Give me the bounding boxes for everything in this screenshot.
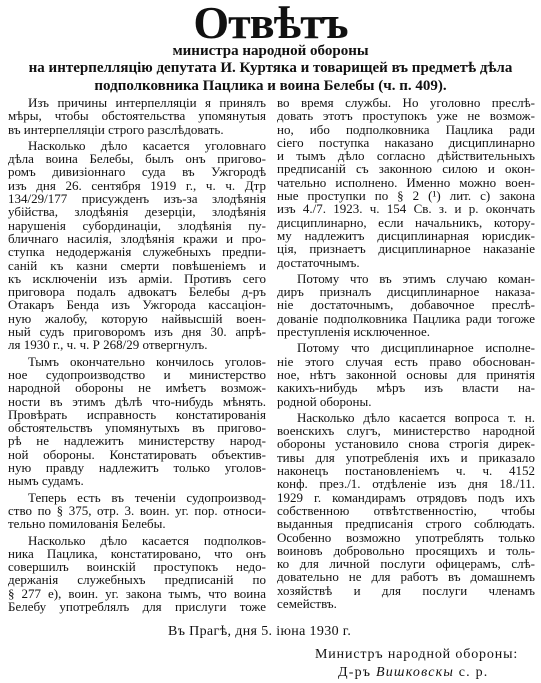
- text-line: довательно не для работъ въ домашнемъ: [277, 569, 535, 585]
- text-line: преступленія исключенное.: [277, 324, 430, 340]
- text-line: предписаній съ законною силою и окон-: [277, 161, 535, 177]
- signature-suffix: с. р.: [458, 665, 489, 680]
- signatory-title: Министръ народной обороны:: [315, 647, 519, 662]
- text-line: ные проступки по § 2 (¹) лит. с) закона: [277, 188, 535, 204]
- text-line: Насколько дѣло касается уголовнаго: [28, 137, 266, 153]
- text-line: Теперь есть въ теченіи судопроизвод-: [28, 489, 266, 505]
- paragraph: [8, 96, 266, 136]
- text-line: убійства, злодѣянія дезерціи, злодѣянія: [8, 204, 266, 220]
- paragraph: [8, 491, 266, 531]
- text-line: Потому что дисциплинарное исполне-: [297, 340, 535, 356]
- paragraph: [277, 272, 535, 338]
- text-line: изъ дня 26. сентября 1919 г., ч. ч. Дтр: [8, 177, 266, 193]
- text-line: дисциплинарно, если начальникъ, котору-: [277, 214, 535, 230]
- text-line: ція, признаетъ дисциплинарное наказаніе: [277, 241, 535, 257]
- signature-name: Вишковскы: [375, 665, 455, 680]
- text-line: Особенно возможно употреблять только: [277, 529, 535, 545]
- text-line: му надлежитъ дисциплинарная юрисдик-: [277, 227, 535, 243]
- text-line: ное судопроизводство и министерство: [8, 366, 266, 382]
- text-line: въ интерпелляціи строго разслѣдовать.: [8, 121, 224, 137]
- text-line: какихъ-нибудь мѣръ изъ власти на-: [277, 380, 535, 396]
- text-line: ную жалобу, которую найвысшій воен-: [8, 310, 266, 326]
- subtitle-line: министра народной обороны: [172, 43, 369, 59]
- text-line: достаточнымъ.: [277, 254, 360, 270]
- text-line: ное, нѣтъ законной основы для принятія: [277, 366, 535, 382]
- text-line: Тымъ окончательно кончилось уголов-: [28, 353, 266, 369]
- document-subtitle: [8, 43, 533, 95]
- left-column: [8, 96, 266, 613]
- text-line: держанія служебныхъ предписаній по: [8, 572, 266, 588]
- text-line: воиновъ добровольно просящихъ и толь-: [277, 542, 535, 558]
- text-line: ника Пацлика, констатировано, что онъ: [8, 545, 266, 561]
- right-column: [277, 96, 535, 610]
- text-line: ніе этого случая есть право обоснован-: [277, 353, 535, 369]
- paragraph: [8, 355, 266, 488]
- text-line: тивы для употребленія ихъ и приказало: [277, 449, 535, 465]
- text-line: хозяйствѣ и для послуги членамъ: [277, 582, 535, 598]
- document-title: Отвѣтъ: [193, 0, 348, 48]
- text-line: сіего поступка наказано дисциплинарно: [277, 134, 535, 150]
- text-line: приговора подалъ адвокатъ Белебы д-ръ: [8, 284, 266, 300]
- text-line: во время службы. Но уголовно преслѣ-: [277, 95, 535, 110]
- text-line: Белебу употреблялъ для прислуги тоже: [8, 598, 266, 614]
- paragraph: [8, 534, 266, 614]
- text-line: дѣла воина Белебы, былъ онъ пригово-: [8, 151, 266, 167]
- text-line: конф. през./1. отдѣленіе изъ дня 18./11.: [277, 476, 535, 492]
- signature: [338, 665, 488, 681]
- paragraph: [277, 341, 535, 407]
- text-line: саній къ казни смерти повѣшеніемъ и: [8, 257, 266, 273]
- text-line: ко для личной послуги офицерамъ, слѣ-: [277, 556, 535, 572]
- text-line: къ исключеніи изъ арміи. Противъ сего: [8, 270, 266, 286]
- text-line: ную правду надлежитъ только уголов-: [8, 460, 266, 476]
- text-line: ступка недодержанія служебныхъ предпи-: [8, 244, 266, 260]
- text-line: мѣры, чтобы обстоятельства упомянутыя: [8, 108, 266, 124]
- text-line: и тымъ дѣло согласно дѣйствительныхъ: [277, 148, 535, 164]
- text-line: дованіе подполковника Пацлика ради тогоже: [277, 310, 535, 326]
- text-line: собственною отвѣтственностію, чтобы: [277, 502, 535, 518]
- text-line: но, ибо подполковника Пацлика ради: [277, 121, 535, 137]
- text-line: Провѣрать исправность констатированія: [8, 406, 266, 422]
- text-line: ности въ этимъ дѣлѣ что-нибудь мѣнять.: [8, 393, 266, 409]
- text-line: ство по § 375, отр. 3. воин. уг. пор. относи-: [8, 502, 266, 518]
- paragraph: [8, 139, 266, 352]
- text-line: ля 1930 г., ч. ч. Р 268/29 отвергнулъ.: [8, 337, 208, 353]
- text-line: нарушенія субординаціи, злодѣянія пу-: [8, 217, 266, 233]
- text-line: тельно помилованія Белебы.: [8, 516, 166, 532]
- text-line: Отакаръ Бенда изъ Ужгорода кассаціон-: [8, 297, 266, 313]
- text-line: Потому что въ этимъ случаю коман-: [297, 270, 535, 286]
- text-line: ной обороны. Констатировать объектив-: [8, 446, 266, 462]
- text-line: обстоятельствъ упомянутыхъ въ пригово-: [8, 420, 266, 436]
- text-line: ный судъ приговоромъ изъ дня 30. апрѣ-: [8, 324, 266, 340]
- text-line: Насколько дѣло касается подполков-: [28, 532, 266, 548]
- text-line: 134/29/177 присужденъ изъ-за злодѣянія: [8, 191, 266, 207]
- text-line: Изъ причины интерпелляціи я принялъ: [28, 95, 266, 110]
- text-line: диръ призналъ дисциплинарное наказа-: [277, 284, 535, 300]
- paragraph: [277, 411, 535, 610]
- text-line: военскихъ слугъ, министерство народной: [277, 423, 535, 439]
- text-line: наконецъ постановленіемъ ч. ч. 4152: [277, 463, 535, 479]
- text-line: выданныя предписанія строго соблюдать.: [277, 516, 535, 532]
- text-line: совершилъ воинскій проступокъ недо-: [8, 559, 266, 575]
- text-line: народной обороны не имѣетъ возмож-: [8, 380, 266, 396]
- text-line: довать этотъ проступокъ уже не возмож-: [277, 108, 535, 124]
- text-line: § 277 е), воин. уг. закона тымъ, что воина: [8, 585, 266, 601]
- subtitle-line: подполковника Пацлика и воина Белебы (ч. п. 409).: [94, 77, 447, 94]
- text-line: рѣ не надлежитъ министерству народ-: [8, 433, 266, 449]
- text-line: семействъ.: [277, 595, 337, 611]
- text-line: родной обороны.: [277, 393, 372, 409]
- text-line: 1929 г. командирамъ отрядовъ подъ ихъ: [277, 489, 535, 505]
- subtitle-line: на интерпелляцію депутата И. Куртяка и товарищей въ предметѣ дѣла: [28, 60, 513, 77]
- place-date: Въ Прагѣ, дня 5. іюна 1930 г.: [168, 624, 352, 639]
- text-line: Насколько дѣло касается вопроса т. н.: [297, 409, 535, 425]
- text-line: ромъ дивизіоннаго суда въ Ужгородѣ: [8, 164, 266, 180]
- text-line: изъ 4./7. 1923. ч. 154 Св. з. и р. окончать: [277, 201, 535, 217]
- text-line: ніе достаточнымъ, добавочное преслѣ-: [277, 297, 535, 313]
- text-line: бличнаго насилія, злодѣянія кражи и про-: [8, 230, 266, 246]
- text-line: чательно исполнено. Именно можно воен-: [277, 174, 535, 190]
- signature-prefix: Д-ръ: [338, 665, 372, 680]
- text-line: обороны установило снова строгія дирек-: [277, 436, 535, 452]
- paragraph: [277, 96, 535, 269]
- text-line: нымъ судамъ.: [8, 473, 84, 489]
